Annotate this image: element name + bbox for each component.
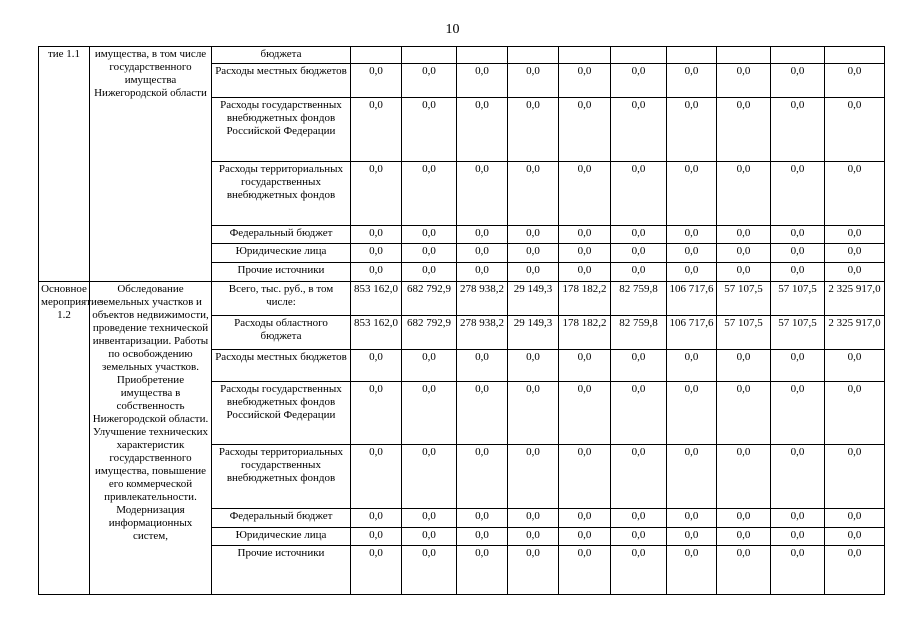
value-cell: 0,0 xyxy=(717,63,771,97)
funding-source: Расходы местных бюджетов xyxy=(212,63,351,97)
value-cell: 0,0 xyxy=(351,509,402,528)
activity-description: Обследование земельных участков и объектов недвижимости, проведение технической инвентаризации. Работы по освобождению земельных участков. Приобретение имущества в собственность Нижегородской области. Улучшение технических характеристик государственного имущества, повышение его коммерческой привлекательности. Модернизация информационных систем, xyxy=(90,281,212,594)
funding-source: Расходы территориальных государственных внебюджетных фондов xyxy=(212,161,351,225)
value-cell: 0,0 xyxy=(717,546,771,595)
value-cell: 0,0 xyxy=(611,225,667,244)
value-cell: 0,0 xyxy=(771,225,825,244)
value-cell xyxy=(771,47,825,64)
value-cell: 0,0 xyxy=(508,244,559,263)
value-cell: 0,0 xyxy=(508,381,559,444)
value-cell xyxy=(402,47,457,64)
value-cell: 0,0 xyxy=(508,263,559,282)
activity-description: имущества, в том числе государственного имущества Нижегородской области xyxy=(90,47,212,282)
value-cell: 0,0 xyxy=(402,263,457,282)
value-cell xyxy=(825,47,885,64)
value-cell: 0,0 xyxy=(717,97,771,161)
funding-source: Расходы территориальных государственных внебюджетных фондов xyxy=(212,444,351,508)
value-cell: 0,0 xyxy=(717,527,771,546)
value-cell: 0,0 xyxy=(402,97,457,161)
value-cell: 0,0 xyxy=(771,509,825,528)
value-cell: 0,0 xyxy=(717,225,771,244)
funding-source: Федеральный бюджет xyxy=(212,225,351,244)
value-cell: 0,0 xyxy=(508,509,559,528)
value-cell: 0,0 xyxy=(457,509,508,528)
value-cell xyxy=(559,47,611,64)
value-cell: 0,0 xyxy=(402,161,457,225)
value-cell xyxy=(667,47,717,64)
value-cell: 0,0 xyxy=(402,444,457,508)
value-cell: 0,0 xyxy=(667,381,717,444)
activity-code: тие 1.1 xyxy=(39,47,90,282)
funding-source: Расходы государственных внебюджетных фондов Российской Федерации xyxy=(212,381,351,444)
value-cell xyxy=(351,47,402,64)
value-cell: 0,0 xyxy=(667,546,717,595)
value-cell: 0,0 xyxy=(717,244,771,263)
funding-source: Юридические лица xyxy=(212,527,351,546)
value-cell: 0,0 xyxy=(717,263,771,282)
value-cell: 0,0 xyxy=(667,161,717,225)
value-cell: 0,0 xyxy=(559,263,611,282)
value-cell: 0,0 xyxy=(508,527,559,546)
value-cell: 0,0 xyxy=(667,63,717,97)
value-cell: 0,0 xyxy=(771,97,825,161)
value-cell: 82 759,8 xyxy=(611,281,667,315)
value-cell: 853 162,0 xyxy=(351,315,402,349)
value-cell: 0,0 xyxy=(402,349,457,381)
value-cell: 0,0 xyxy=(559,381,611,444)
value-cell: 0,0 xyxy=(351,444,402,508)
value-cell: 0,0 xyxy=(717,444,771,508)
value-cell: 0,0 xyxy=(825,527,885,546)
value-cell: 82 759,8 xyxy=(611,315,667,349)
budget-table xyxy=(38,46,885,595)
value-cell: 0,0 xyxy=(559,244,611,263)
value-cell: 0,0 xyxy=(508,225,559,244)
value-cell: 0,0 xyxy=(559,97,611,161)
value-cell: 0,0 xyxy=(559,546,611,595)
value-cell: 0,0 xyxy=(457,244,508,263)
value-cell: 0,0 xyxy=(667,444,717,508)
value-cell: 0,0 xyxy=(771,263,825,282)
value-cell: 0,0 xyxy=(611,97,667,161)
value-cell: 0,0 xyxy=(825,444,885,508)
value-cell: 0,0 xyxy=(611,161,667,225)
value-cell: 0,0 xyxy=(457,527,508,546)
value-cell: 106 717,6 xyxy=(667,315,717,349)
value-cell: 0,0 xyxy=(825,97,885,161)
value-cell: 0,0 xyxy=(771,546,825,595)
value-cell: 0,0 xyxy=(457,546,508,595)
value-cell: 29 149,3 xyxy=(508,281,559,315)
value-cell: 0,0 xyxy=(771,161,825,225)
value-cell: 0,0 xyxy=(825,225,885,244)
value-cell: 0,0 xyxy=(611,244,667,263)
value-cell: 0,0 xyxy=(351,225,402,244)
value-cell: 0,0 xyxy=(667,244,717,263)
value-cell: 0,0 xyxy=(771,381,825,444)
value-cell: 0,0 xyxy=(457,63,508,97)
value-cell: 0,0 xyxy=(771,444,825,508)
funding-source: Юридические лица xyxy=(212,244,351,263)
value-cell: 0,0 xyxy=(457,381,508,444)
value-cell: 0,0 xyxy=(402,381,457,444)
value-cell: 0,0 xyxy=(771,349,825,381)
table-row xyxy=(39,47,885,64)
value-cell: 0,0 xyxy=(508,161,559,225)
value-cell: 0,0 xyxy=(457,97,508,161)
value-cell xyxy=(508,47,559,64)
value-cell: 682 792,9 xyxy=(402,281,457,315)
value-cell: 0,0 xyxy=(402,225,457,244)
value-cell: 0,0 xyxy=(667,225,717,244)
value-cell: 0,0 xyxy=(667,527,717,546)
value-cell: 0,0 xyxy=(351,97,402,161)
value-cell: 0,0 xyxy=(611,527,667,546)
value-cell: 0,0 xyxy=(457,161,508,225)
value-cell: 0,0 xyxy=(825,349,885,381)
value-cell: 0,0 xyxy=(351,161,402,225)
value-cell: 0,0 xyxy=(351,527,402,546)
value-cell: 278 938,2 xyxy=(457,315,508,349)
value-cell: 0,0 xyxy=(771,527,825,546)
value-cell: 0,0 xyxy=(717,509,771,528)
value-cell: 0,0 xyxy=(825,161,885,225)
table-body xyxy=(39,47,885,595)
value-cell: 0,0 xyxy=(457,444,508,508)
value-cell: 0,0 xyxy=(351,63,402,97)
value-cell: 29 149,3 xyxy=(508,315,559,349)
value-cell: 682 792,9 xyxy=(402,315,457,349)
value-cell: 106 717,6 xyxy=(667,281,717,315)
value-cell: 278 938,2 xyxy=(457,281,508,315)
value-cell: 0,0 xyxy=(667,509,717,528)
funding-source: Расходы государственных внебюджетных фондов Российской Федерации xyxy=(212,97,351,161)
value-cell: 57 107,5 xyxy=(717,281,771,315)
value-cell: 0,0 xyxy=(611,546,667,595)
value-cell: 0,0 xyxy=(611,381,667,444)
value-cell: 0,0 xyxy=(508,349,559,381)
value-cell: 0,0 xyxy=(508,97,559,161)
value-cell: 2 325 917,0 xyxy=(825,281,885,315)
funding-source: Расходы местных бюджетов xyxy=(212,349,351,381)
value-cell: 57 107,5 xyxy=(771,315,825,349)
funding-source: Федеральный бюджет xyxy=(212,509,351,528)
value-cell: 0,0 xyxy=(402,527,457,546)
value-cell: 0,0 xyxy=(402,509,457,528)
funding-source: Прочие источники xyxy=(212,263,351,282)
value-cell: 0,0 xyxy=(351,244,402,263)
value-cell: 0,0 xyxy=(351,546,402,595)
value-cell xyxy=(717,47,771,64)
value-cell: 0,0 xyxy=(559,509,611,528)
value-cell: 0,0 xyxy=(559,349,611,381)
value-cell: 2 325 917,0 xyxy=(825,315,885,349)
value-cell: 0,0 xyxy=(559,527,611,546)
funding-source: бюджета xyxy=(212,47,351,64)
value-cell: 0,0 xyxy=(457,349,508,381)
funding-source: Всего, тыс. руб., в том числе: xyxy=(212,281,351,315)
value-cell: 0,0 xyxy=(457,225,508,244)
value-cell: 0,0 xyxy=(667,97,717,161)
value-cell: 0,0 xyxy=(771,63,825,97)
value-cell: 178 182,2 xyxy=(559,281,611,315)
value-cell: 0,0 xyxy=(667,349,717,381)
value-cell: 0,0 xyxy=(717,161,771,225)
funding-source: Прочие источники xyxy=(212,546,351,595)
value-cell: 0,0 xyxy=(351,349,402,381)
value-cell: 0,0 xyxy=(559,444,611,508)
value-cell: 0,0 xyxy=(508,63,559,97)
value-cell: 0,0 xyxy=(825,381,885,444)
value-cell: 0,0 xyxy=(457,263,508,282)
value-cell: 0,0 xyxy=(402,546,457,595)
page-number: 10 xyxy=(445,22,460,37)
value-cell: 0,0 xyxy=(611,349,667,381)
value-cell: 0,0 xyxy=(825,509,885,528)
value-cell: 0,0 xyxy=(508,546,559,595)
value-cell: 0,0 xyxy=(611,63,667,97)
value-cell: 0,0 xyxy=(351,381,402,444)
value-cell: 0,0 xyxy=(402,63,457,97)
value-cell xyxy=(457,47,508,64)
value-cell: 0,0 xyxy=(611,444,667,508)
table-row xyxy=(39,281,885,315)
value-cell: 57 107,5 xyxy=(771,281,825,315)
value-cell: 0,0 xyxy=(825,244,885,263)
value-cell: 0,0 xyxy=(559,161,611,225)
value-cell: 0,0 xyxy=(667,263,717,282)
value-cell: 0,0 xyxy=(825,546,885,595)
value-cell: 178 182,2 xyxy=(559,315,611,349)
value-cell: 0,0 xyxy=(402,244,457,263)
value-cell: 0,0 xyxy=(351,263,402,282)
value-cell: 0,0 xyxy=(508,444,559,508)
value-cell xyxy=(611,47,667,64)
value-cell: 0,0 xyxy=(825,63,885,97)
value-cell: 57 107,5 xyxy=(717,315,771,349)
funding-source: Расходы областного бюджета xyxy=(212,315,351,349)
value-cell: 0,0 xyxy=(611,263,667,282)
value-cell: 0,0 xyxy=(559,63,611,97)
value-cell: 0,0 xyxy=(559,225,611,244)
value-cell: 853 162,0 xyxy=(351,281,402,315)
value-cell: 0,0 xyxy=(611,509,667,528)
value-cell: 0,0 xyxy=(717,349,771,381)
value-cell: 0,0 xyxy=(825,263,885,282)
value-cell: 0,0 xyxy=(771,244,825,263)
activity-code: Основное мероприятие 1.2 xyxy=(39,281,90,594)
value-cell: 0,0 xyxy=(717,381,771,444)
